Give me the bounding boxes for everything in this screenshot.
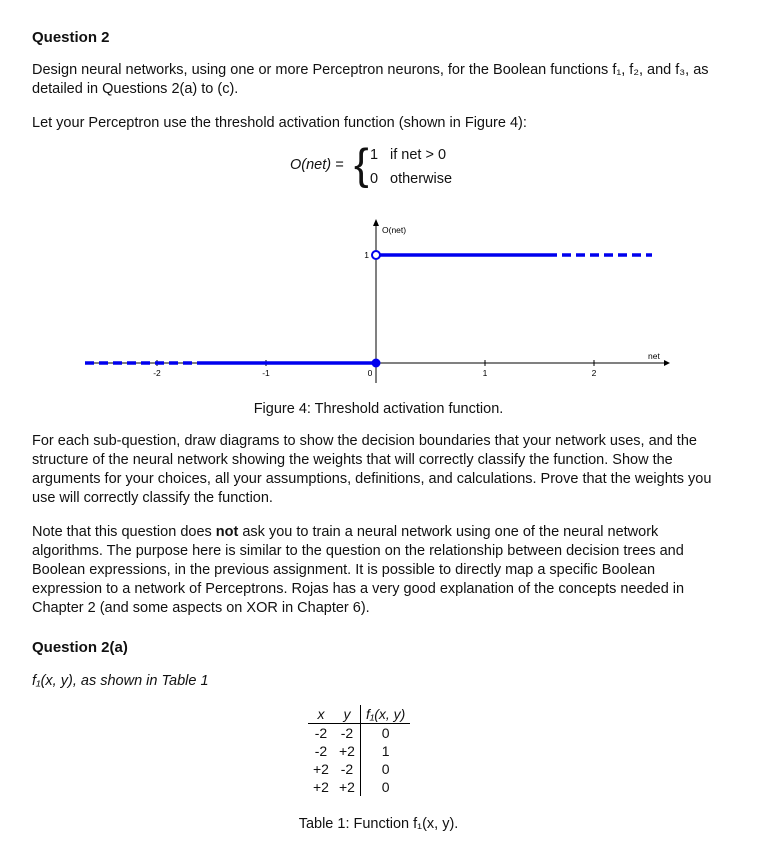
y-tick-label: 1 xyxy=(364,250,369,260)
formula-brace: { xyxy=(354,140,369,189)
note-emphasis: not xyxy=(215,524,239,540)
x-tick-label: -2 xyxy=(153,368,161,378)
cell-x: -2 xyxy=(314,743,328,759)
figure-4-caption: Figure 4: Threshold activation function. xyxy=(253,401,504,417)
cell-y: +2 xyxy=(338,779,355,795)
figure-4-plot xyxy=(0,0,757,400)
open-dot xyxy=(372,251,380,259)
cell-f1: 1 xyxy=(360,742,410,760)
x-tick-label: 1 xyxy=(482,368,488,378)
x-axis-arrow xyxy=(664,360,670,366)
cell-f1: 0 xyxy=(360,724,410,743)
table-row xyxy=(308,724,410,743)
x-axis-label: net xyxy=(648,351,660,361)
question-2-heading: Question 2 xyxy=(32,29,110,46)
cell-x: +2 xyxy=(313,761,329,777)
table-header-row xyxy=(308,705,410,724)
cell-f1: 0 xyxy=(360,778,410,796)
x-tick-label: 2 xyxy=(591,368,597,378)
note-paragraph xyxy=(32,523,722,618)
cell-x: +2 xyxy=(313,779,329,795)
cell-f1: 0 xyxy=(360,760,410,778)
formula-case1-cond: if net > 0 xyxy=(390,147,447,163)
formula-lhs: O(net) = xyxy=(290,157,344,173)
x-tick-label: -1 xyxy=(262,368,270,378)
table-1-caption: Table 1: Function f₁(x, y). xyxy=(298,816,459,832)
formula-case1-value: 1 xyxy=(370,147,379,163)
question-2a-heading: Question 2(a) xyxy=(32,639,128,656)
table-row xyxy=(308,778,410,796)
cell-y: +2 xyxy=(338,743,355,759)
closed-dot xyxy=(372,359,381,368)
y-axis-arrow xyxy=(373,219,379,226)
cell-y: -2 xyxy=(340,725,354,741)
x-tick-label: 0 xyxy=(367,368,373,378)
formula-case2-value: 0 xyxy=(370,171,379,187)
truth-table xyxy=(308,705,410,796)
col-header-y: y xyxy=(334,705,360,724)
question-2a-desc: f₁(x, y), as shown in Table 1 xyxy=(32,673,209,689)
cell-y: -2 xyxy=(340,761,354,777)
note-text-b: ask you to train a neural network using one of the neural network algorithms. The purpose here is similar to the question on the relationship between decision trees and Boolean expressions, in the previous assignment. It is possible to directly map a specific Boolean expression to a network of Perceptrons. Rojas has a very good explanation of the concepts needed in Chapter 2 (and some aspects on XOR in Chapter 6). xyxy=(32,524,685,616)
activation-intro: Let your Perceptron use the threshold activation function (shown in Figure 4): xyxy=(32,115,527,131)
y-axis-label: O(net) xyxy=(382,225,407,235)
cell-x: -2 xyxy=(314,725,328,741)
instructions-paragraph: For each sub-question, draw diagrams to show the decision boundaries that your network uses, and the structure of the neural network showing the weights that will correctly classify the function. Show the arguments for your choices, all your assumptions, definitions, and calculations. Prove that the weights you use will correctly classify the function. xyxy=(32,433,712,506)
question-2-intro: Design neural networks, using one or more Perceptron neurons, for the Boolean functions f₁, f₂, and f₃, as detailed in Questions 2(a) to (c). xyxy=(32,62,709,97)
table-row xyxy=(308,760,410,778)
formula-case2-cond: otherwise xyxy=(390,171,453,187)
col-header-f1: f₁(x, y) xyxy=(360,705,410,724)
col-header-x: x xyxy=(308,705,334,724)
note-text-a: Note that this question does xyxy=(32,524,216,540)
table-row xyxy=(308,742,410,760)
